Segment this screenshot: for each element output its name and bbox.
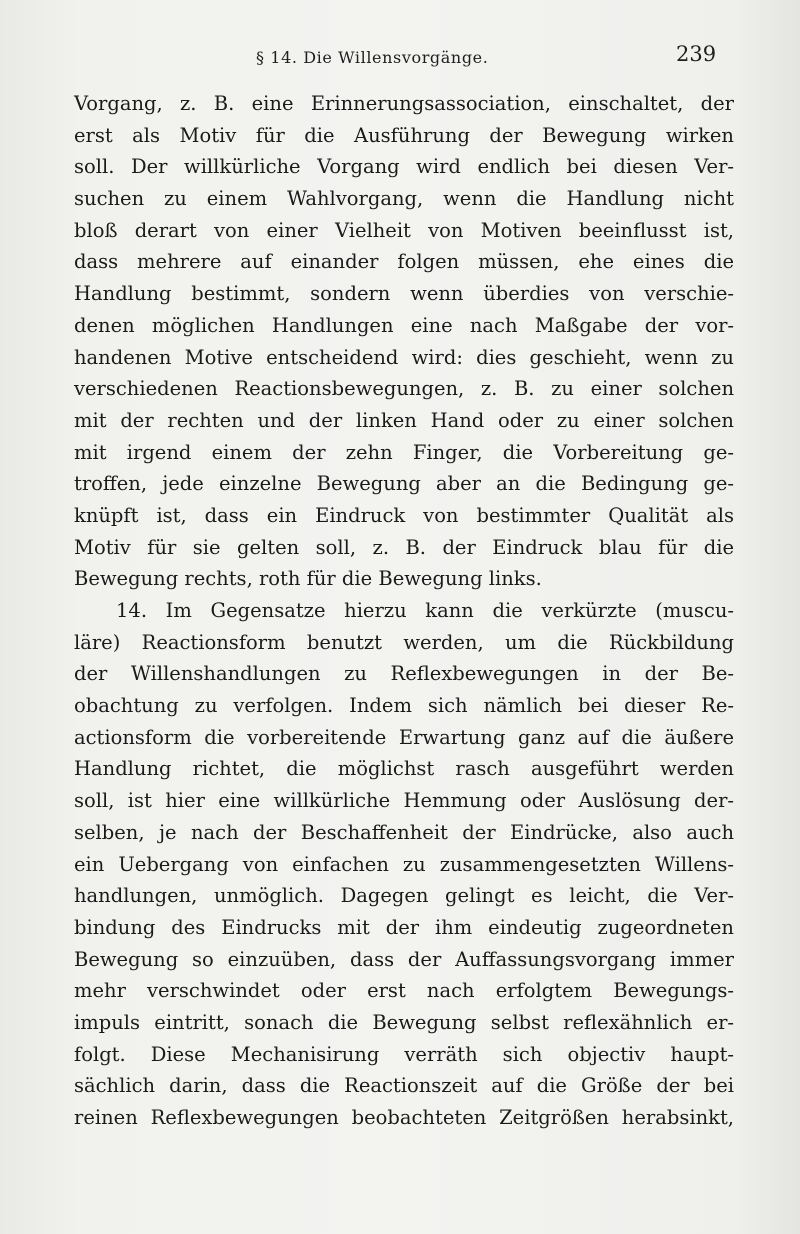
text-line: sächlich darin, dass die Reactionszeit auf die Größe der bei — [74, 1074, 734, 1098]
text-line: Handlung bestimmt, sondern wenn überdies von verschie- — [74, 282, 734, 306]
text-line: Handlung richtet, die möglichst rasch ausgeführt werden — [74, 757, 734, 781]
text-line: erst als Motiv für die Ausführung der Bewegung wirken — [74, 123, 734, 147]
text-line: Vorgang, z. B. eine Erinnerungsassociation, einschaltet, der — [74, 92, 734, 115]
text-line: impuls eintritt, sonach die Bewegung selbst reflexähnlich er- — [74, 1010, 734, 1034]
text-line: handlungen, unmöglich. Dagegen gelingt es leicht, die Ver- — [74, 884, 734, 908]
text-line: ein Uebergang von einfachen zu zusammengesetzten Willens- — [74, 852, 734, 876]
text-line: dass mehrere auf einander folgen müssen, ehe eines die — [74, 250, 734, 274]
running-title: § 14. Die Willensvorgänge. — [256, 48, 489, 67]
body-text — [74, 88, 734, 1134]
text-line: denen möglichen Handlungen eine nach Maßgabe der vor- — [74, 313, 734, 337]
text-line: soll, ist hier eine willkürliche Hemmung oder Auslösung der- — [74, 789, 734, 813]
text-line: Bewegung rechts, roth für die Bewegung links. — [74, 567, 542, 591]
text-line: soll. Der willkürliche Vorgang wird endlich bei diesen Ver- — [74, 155, 734, 179]
page-number: 239 — [676, 42, 717, 66]
text-line: Motiv für sie gelten soll, z. B. der Eindruck blau für die — [74, 535, 734, 559]
text-line: suchen zu einem Wahlvorgang, wenn die Handlung nicht — [74, 187, 734, 211]
text-line: läre) Reactionsform benutzt werden, um die Rückbildung — [74, 630, 734, 654]
text-line: mit irgend einem der zehn Finger, die Vorbereitung ge- — [74, 440, 734, 464]
text-line: mehr verschwindet oder erst nach erfolgtem Bewegungs- — [74, 979, 734, 1003]
text-line: actionsform die vorbereitende Erwartung ganz auf die äußere — [74, 725, 734, 749]
text-line: obachtung zu verfolgen. Indem sich nämlich bei dieser Re- — [74, 694, 734, 718]
text-line: selben, je nach der Beschaffenheit der Eindrücke, also auch — [74, 820, 734, 844]
text-line: der Willenshandlungen zu Reflexbewegungen in der Be- — [74, 662, 734, 686]
text-line: handenen Motive entscheidend wird: dies geschieht, wenn zu — [74, 345, 734, 369]
paragraph-start-line: 14. Im Gegensatze hierzu kann die verkürzte (muscu- — [116, 599, 734, 622]
text-line: reinen Reflexbewegungen beobachteten Zeitgrößen herabsinkt, — [74, 1106, 734, 1129]
text-line: mit der rechten und der linken Hand oder zu einer solchen — [74, 408, 734, 432]
running-head — [0, 40, 800, 70]
text-line: bindung des Eindrucks mit der ihm eindeutig zugeordneten — [74, 915, 734, 939]
text-line: troffen, jede einzelne Bewegung aber an die Bedingung ge- — [74, 472, 734, 496]
text-line: folgt. Diese Mechanisirung verräth sich objectiv haupt- — [74, 1042, 734, 1066]
text-line: verschiedenen Reactionsbewegungen, z. B. zu einer solchen — [74, 377, 734, 401]
text-line: Bewegung so einzuüben, dass der Auffassungsvorgang immer — [74, 947, 734, 971]
text-line: bloß derart von einer Vielheit von Motiven beeinflusst ist, — [74, 218, 734, 242]
text-line: knüpft ist, dass ein Eindruck von bestimmter Qualität als — [74, 503, 734, 527]
